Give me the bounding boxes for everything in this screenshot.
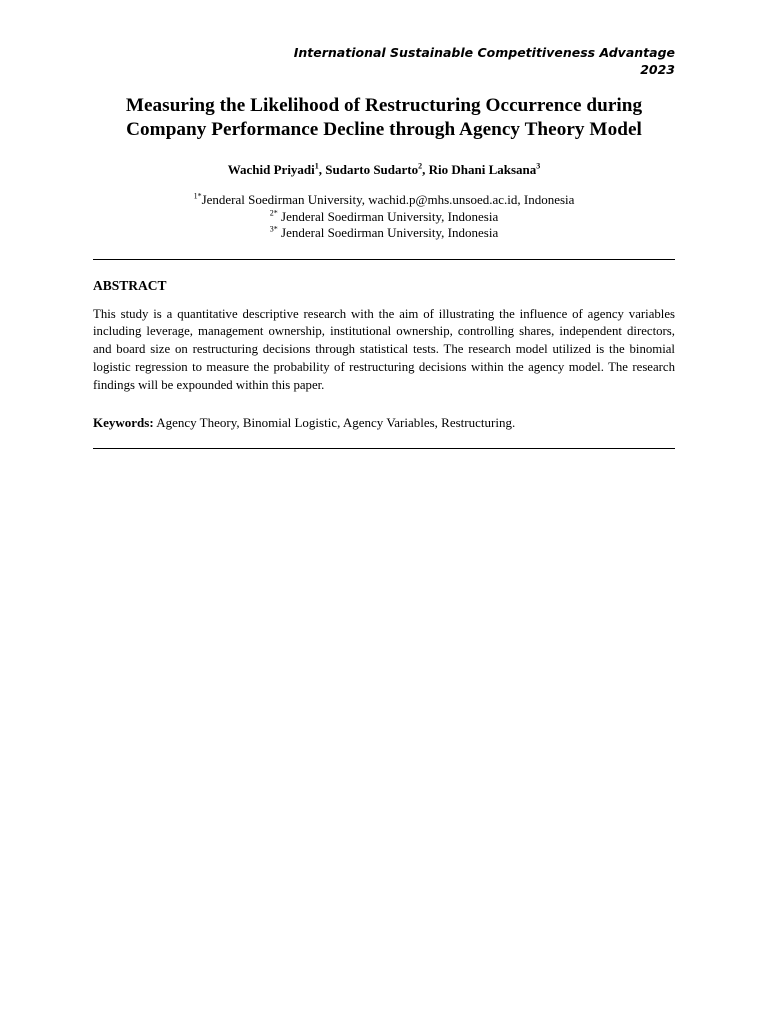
journal-name: International Sustainable Competitiveness Advantage bbox=[293, 45, 675, 60]
affiliation-text: Jenderal Soedirman University, Indonesia bbox=[277, 208, 499, 224]
abstract-heading: ABSTRACT bbox=[93, 277, 167, 293]
section-divider-top bbox=[93, 259, 675, 260]
section-divider-bottom bbox=[93, 448, 675, 449]
author-separator: , bbox=[422, 162, 429, 177]
keywords-text: Agency Theory, Binomial Logistic, Agency Variables, Restructuring. bbox=[153, 415, 516, 431]
paper-title bbox=[93, 94, 675, 142]
author-affiliation-marker: 3 bbox=[536, 161, 541, 171]
keywords-label: Keywords: bbox=[93, 415, 154, 431]
author-separator: , bbox=[318, 162, 326, 177]
journal-header bbox=[93, 44, 675, 78]
affiliation-text: Jenderal Soedirman University, Indonesia bbox=[277, 225, 499, 240]
author-name: Sudarto Sudarto bbox=[325, 162, 419, 177]
author-name: Wachid Priyadi bbox=[227, 162, 315, 177]
paper-title-line-2: Company Performance Decline through Agency Theory Model bbox=[126, 119, 642, 140]
affiliation-text: Jenderal Soedirman University, wachid.p@mhs.unsoed.ac.id, Indonesia bbox=[201, 192, 575, 207]
author-affiliation-marker: 2 bbox=[418, 161, 423, 171]
paper-page bbox=[93, 0, 675, 449]
author-affiliation-marker: 1 bbox=[314, 161, 319, 171]
journal-year: 2023 bbox=[640, 62, 675, 77]
affiliation-item bbox=[93, 209, 675, 226]
affiliation-marker: 3* bbox=[269, 224, 278, 234]
affiliation-list bbox=[93, 192, 675, 242]
paper-title-line-1: Measuring the Likelihood of Restructuring Occurrence during bbox=[125, 95, 643, 116]
keywords-line bbox=[93, 414, 675, 431]
abstract-body: This study is a quantitative descriptive research with the aim of illustrating the influence of agency variables including leverage, management ownership, institutional ownership, controlling shares, independent directors, and board size on restructuring decisions through statistical tests. The research model utilized is the binomial logistic regression to measure the probability of restructuring decisions within the agency model. The research findings will be expounded within this paper. bbox=[93, 306, 675, 392]
author-list bbox=[93, 161, 675, 178]
author-name: Rio Dhani Laksana bbox=[428, 162, 537, 177]
affiliation-marker: 2* bbox=[269, 208, 278, 218]
affiliation-marker: 1* bbox=[193, 191, 202, 201]
affiliation-item bbox=[93, 225, 675, 242]
affiliation-item bbox=[93, 192, 675, 209]
